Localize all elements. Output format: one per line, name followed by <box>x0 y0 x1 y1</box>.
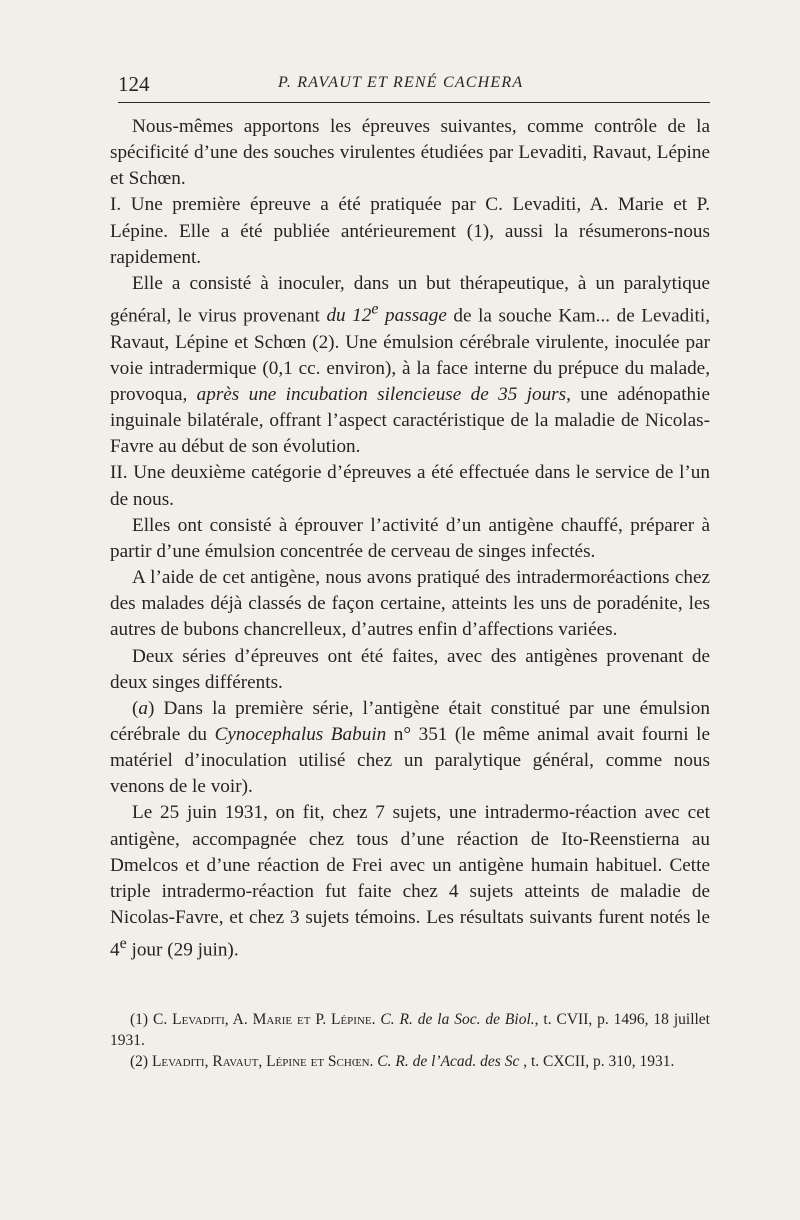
paragraph-6: A l’aide de cet antigène, nous avons pratiqué des intradermoréactions chez des malades déjà classés de façon certaine, atteints les uns de poradénite, les autres de bubons chancrelleux, d’autres enfin d’affections variées. <box>110 567 710 641</box>
running-head: P. RAVAUT ET RENÉ CACHERA <box>278 74 524 91</box>
paragraph-4: II. Une deuxième catégorie d’épreuves a été effectuée dans le service de l’un de nous. <box>110 462 710 510</box>
footnote-2: (2) Levaditi, Ravaut, Lépine et Schœn. C. R. de l’Acad. des Sc , t. CXCII, p. 310, 1931. <box>130 1053 675 1070</box>
paragraph-3: Elle a consisté à inoculer, dans un but thérapeutique, à un paralytique général, le virus provenant du 12e passage de la souche Kam... de Levaditi, Ravaut, Lépine et Schœn (2). Une émulsion cérébrale virulente, inoculée par voie intradermique (0,1 cc. environ), à la face interne du prépuce du malade, provoqua, après une incubation silencieuse de 35 jours, une adénopathie inguinale bilatérale, offrant l’aspect caractéristique de la maladie de Nicolas-Favre au début de son évolution. <box>110 272 710 458</box>
header-rule <box>118 102 710 103</box>
page-number: 124 <box>118 72 150 96</box>
paragraph-9: Le 25 juin 1931, on fit, chez 7 sujets, une intradermo-réaction avec cet antigène, accompagnée chez tous d’une réaction de Ito-Reenstierna au Dmelcos et d’une réaction de Frei avec un antigène humain habituel. Cette triple intradermo-réaction fut faite chez 4 sujets atteints de maladie de Nicolas-Favre, et chez 3 sujets témoins. Les résultats suivants furent notés le 4e jour (29 juin). <box>110 802 710 961</box>
paragraph-5: Elles ont consisté à éprouver l’activité d’un antigène chauffé, préparer à partir d’une émulsion concentrée de cerveau de singes infectés. <box>110 514 710 562</box>
paragraph-8: (a) Dans la première série, l’antigène était constitué par une émulsion cérébrale du Cynocephalus Babuin n° 351 (le même animal avait fourni le matériel d’inoculation utilisé chez un paralytique général, comme nous venons de le voir). <box>110 697 710 798</box>
body-text <box>110 114 710 964</box>
italic-incubation: après une incubation silencieuse de 35 jours <box>196 383 567 405</box>
paragraph-2: I. Une première épreuve a été pratiquée par C. Levaditi, A. Marie et P. Lépine. Elle a été publiée antérieurement (1), aussi la résumerons-nous rapidement. <box>110 194 710 268</box>
paragraph-7: Deux séries d’épreuves ont été faites, avec des antigènes provenant de deux singes différents. <box>110 645 710 693</box>
italic-passage: du 12e passage <box>326 301 447 327</box>
footnotes <box>110 1009 710 1072</box>
page-header <box>118 72 710 102</box>
paragraph-1: Nous-mêmes apportons les épreuves suivantes, comme contrôle de la spécificité d’une des souches virulentes étudiées par Levaditi, Ravaut, Lépine et Schœn. <box>110 116 710 190</box>
species-name: Cynocephalus Babuin <box>214 723 387 745</box>
footnote-1: (1) C. Levaditi, A. Marie et P. Lépine. C. R. de la Soc. de Biol., t. CVII, p. 1496, 18 juillet 1931. <box>110 1011 710 1049</box>
